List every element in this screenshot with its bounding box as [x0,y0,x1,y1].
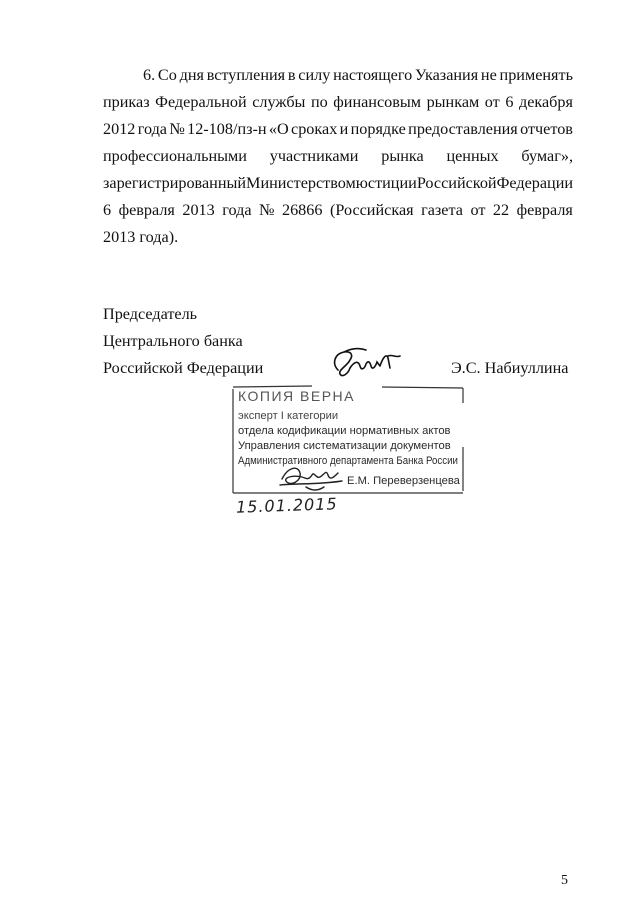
paragraph-word: бумаг», [521,147,573,165]
paragraph-word: по [310,93,328,111]
paragraph-word: (Российская [329,201,414,219]
chairman-signature [328,344,404,384]
paragraph-word: в [287,66,296,84]
paragraph-line [103,170,573,197]
paragraph-word: рынка [381,147,424,165]
paragraph-word: ценных [446,147,499,165]
paragraph-word: приказ [103,93,150,111]
signatory-position-line3: Российской Федерации [103,359,264,377]
paragraph-word: силу [298,66,331,84]
paragraph-word: отчетов [520,120,573,138]
paragraph-word: профессиональными [103,147,247,165]
paragraph-word: сроках [291,120,338,138]
paragraph-word: 2013 [182,201,215,219]
certification-date: 15.01.2015 [235,494,338,517]
paragraph-word: настоящего [333,66,413,84]
paragraph-word: 6 [103,201,112,219]
paragraph-word: зарегистрированный [103,174,247,192]
paragraph-word: № [259,201,275,219]
paragraph-word: применять [499,66,573,84]
paragraph-word: 12-108/пз-н [187,120,267,138]
paragraph-word: года [222,201,252,219]
stamp-line-1: эксперт I категории [238,410,339,422]
paragraph-word: Со [157,66,177,84]
paragraph-word: 6 [505,93,514,111]
paragraph-word: Указания [414,66,479,84]
signatory-name: Э.С. Набиуллина [451,359,569,377]
stamp-person-name: Е.М. Переверзенцева [347,475,460,487]
paragraph-word: предоставления [408,120,518,138]
stamp-line-2: отдела кодификации нормативных актов [238,425,451,437]
signatory-position [103,301,263,382]
paragraph-line [103,116,573,143]
paragraph-word: 22 [492,201,510,219]
paragraph-word: участниками [269,147,359,165]
certified-copy-stamp [232,385,464,497]
paragraph-word: юстиции [355,174,417,192]
paragraph-6 [103,62,573,251]
paragraph-line [103,224,573,251]
stamp-line-3: Управления систематизации документов [238,440,451,452]
paragraph-word: порядке [350,120,406,138]
paragraph-word: от [484,93,500,111]
paragraph-word: 26866 [281,201,323,219]
paragraph-word: финансовым [333,93,422,111]
paragraph-word: Российской [416,174,497,192]
paragraph-word: декабря [518,93,573,111]
page-number: 5 [561,873,568,888]
paragraph-word: службы [252,93,306,111]
paragraph-word: вступления [206,66,286,84]
paragraph-word: и [339,120,349,138]
paragraph-word: от [470,201,486,219]
certifier-signature [276,461,346,493]
paragraph-word: Федерации [496,174,574,192]
paragraph-word: февраля [516,201,573,219]
paragraph-line [103,89,573,116]
paragraph-word: не [480,66,497,84]
paragraph-word: 2012 [103,120,136,138]
paragraph-word: года [137,120,167,138]
paragraph-word: дня [179,66,204,84]
paragraph-word: 6. [143,66,156,84]
stamp-line-4: Административного департамента Банка России [238,455,458,467]
paragraph-word: 2013 года). [103,228,179,246]
stamp-title: КОПИЯ ВЕРНА [238,388,355,404]
signatory-position-line1: Председатель [103,305,198,323]
paragraph-word: рынкам [426,93,480,111]
paragraph-word: «О [268,120,289,138]
paragraph-word: Федеральной [155,93,247,111]
paragraph-word: № [169,120,185,138]
paragraph-line [103,143,573,170]
paragraph-word: газета [421,201,463,219]
signatory-position-line2: Центрального банка [103,332,243,350]
paragraph-line [103,197,573,224]
paragraph-word: Министерством [246,174,356,192]
paragraph-line [103,62,573,89]
paragraph-word: февраля [118,201,175,219]
